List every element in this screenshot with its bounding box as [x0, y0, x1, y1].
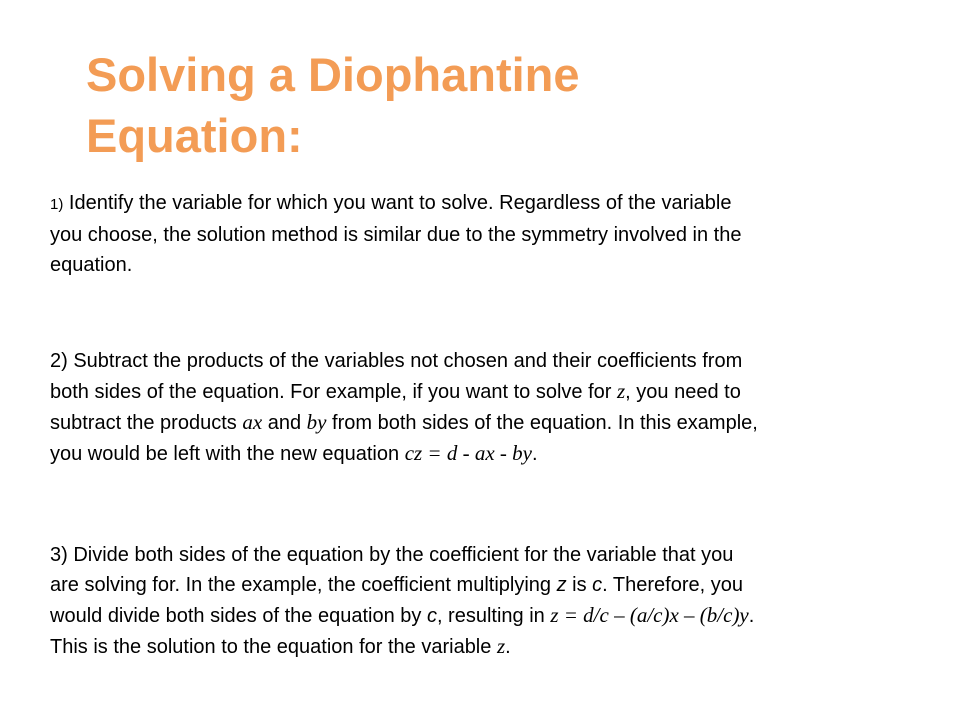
- step-3-text-3c: .: [748, 605, 755, 627]
- product-by: by: [306, 410, 327, 434]
- step-3-line-1: 3) Divide both sides of the equation by the coefficient for the variable that you: [50, 544, 734, 566]
- step-2-text-2b: , you need to: [625, 381, 741, 403]
- step-3-paragraph: [50, 540, 910, 662]
- step-2-text-3a: subtract the products: [50, 412, 243, 434]
- product-ax: ax: [242, 410, 263, 434]
- step-2-text-2a: both sides of the equation. For example, if you want to solve for: [50, 381, 617, 403]
- step-2-text-4b: .: [531, 443, 538, 465]
- step-2-line-1: 2) Subtract the products of the variables not chosen and their coefficients from: [50, 350, 743, 372]
- step-2-line-2: [50, 376, 910, 407]
- step-1-text-1: Identify the variable for which you want to solve. Regardless of the variable: [68, 192, 732, 214]
- equation-cz: cz = d - ax - by: [404, 441, 532, 465]
- step-3-line-3: [50, 600, 910, 631]
- step-3-text-2a: are solving for. In the example, the coefficient multiplying: [50, 574, 557, 596]
- step-3-line-2: [50, 570, 910, 600]
- variable-z: z: [616, 379, 626, 403]
- step-2-paragraph: [50, 346, 910, 469]
- step-1-line-1: [50, 188, 910, 220]
- variable-c: c: [426, 605, 437, 627]
- step-2-text-3b: and: [262, 412, 307, 434]
- slide-title-line-2: Equation:: [86, 109, 303, 162]
- variable-c: c: [592, 574, 603, 596]
- step-1-paragraph: [50, 188, 910, 280]
- step-3-text-2c: . Therefore, you: [602, 574, 743, 596]
- step-2-line-4: [50, 438, 910, 469]
- variable-z: z: [496, 634, 506, 658]
- step-1-number: 1): [50, 196, 64, 213]
- step-2-text-4a: you would be left with the new equation: [50, 443, 405, 465]
- step-1-line-3: equation.: [50, 254, 133, 276]
- step-2-line-3: [50, 407, 910, 438]
- solution-equation: z = d/c – (a/c)x – (b/c)y: [550, 603, 749, 627]
- step-3-text-3a: would divide both sides of the equation by: [50, 605, 427, 627]
- step-3-text-3b: , resulting in: [436, 605, 551, 627]
- variable-z: z: [556, 574, 567, 596]
- step-1-line-2: you choose, the solution method is similar due to the symmetry involved in the: [50, 224, 742, 246]
- step-3-text-2b: is: [566, 574, 593, 596]
- step-3-text-4a: This is the solution to the equation for the variable: [50, 636, 497, 658]
- step-2-text-3c: from both sides of the equation. In this example,: [326, 412, 758, 434]
- slide-title: [86, 44, 886, 166]
- slide-title-line-1: Solving a Diophantine: [86, 48, 580, 101]
- step-3-text-4b: .: [505, 636, 511, 658]
- step-3-line-4: [50, 631, 910, 662]
